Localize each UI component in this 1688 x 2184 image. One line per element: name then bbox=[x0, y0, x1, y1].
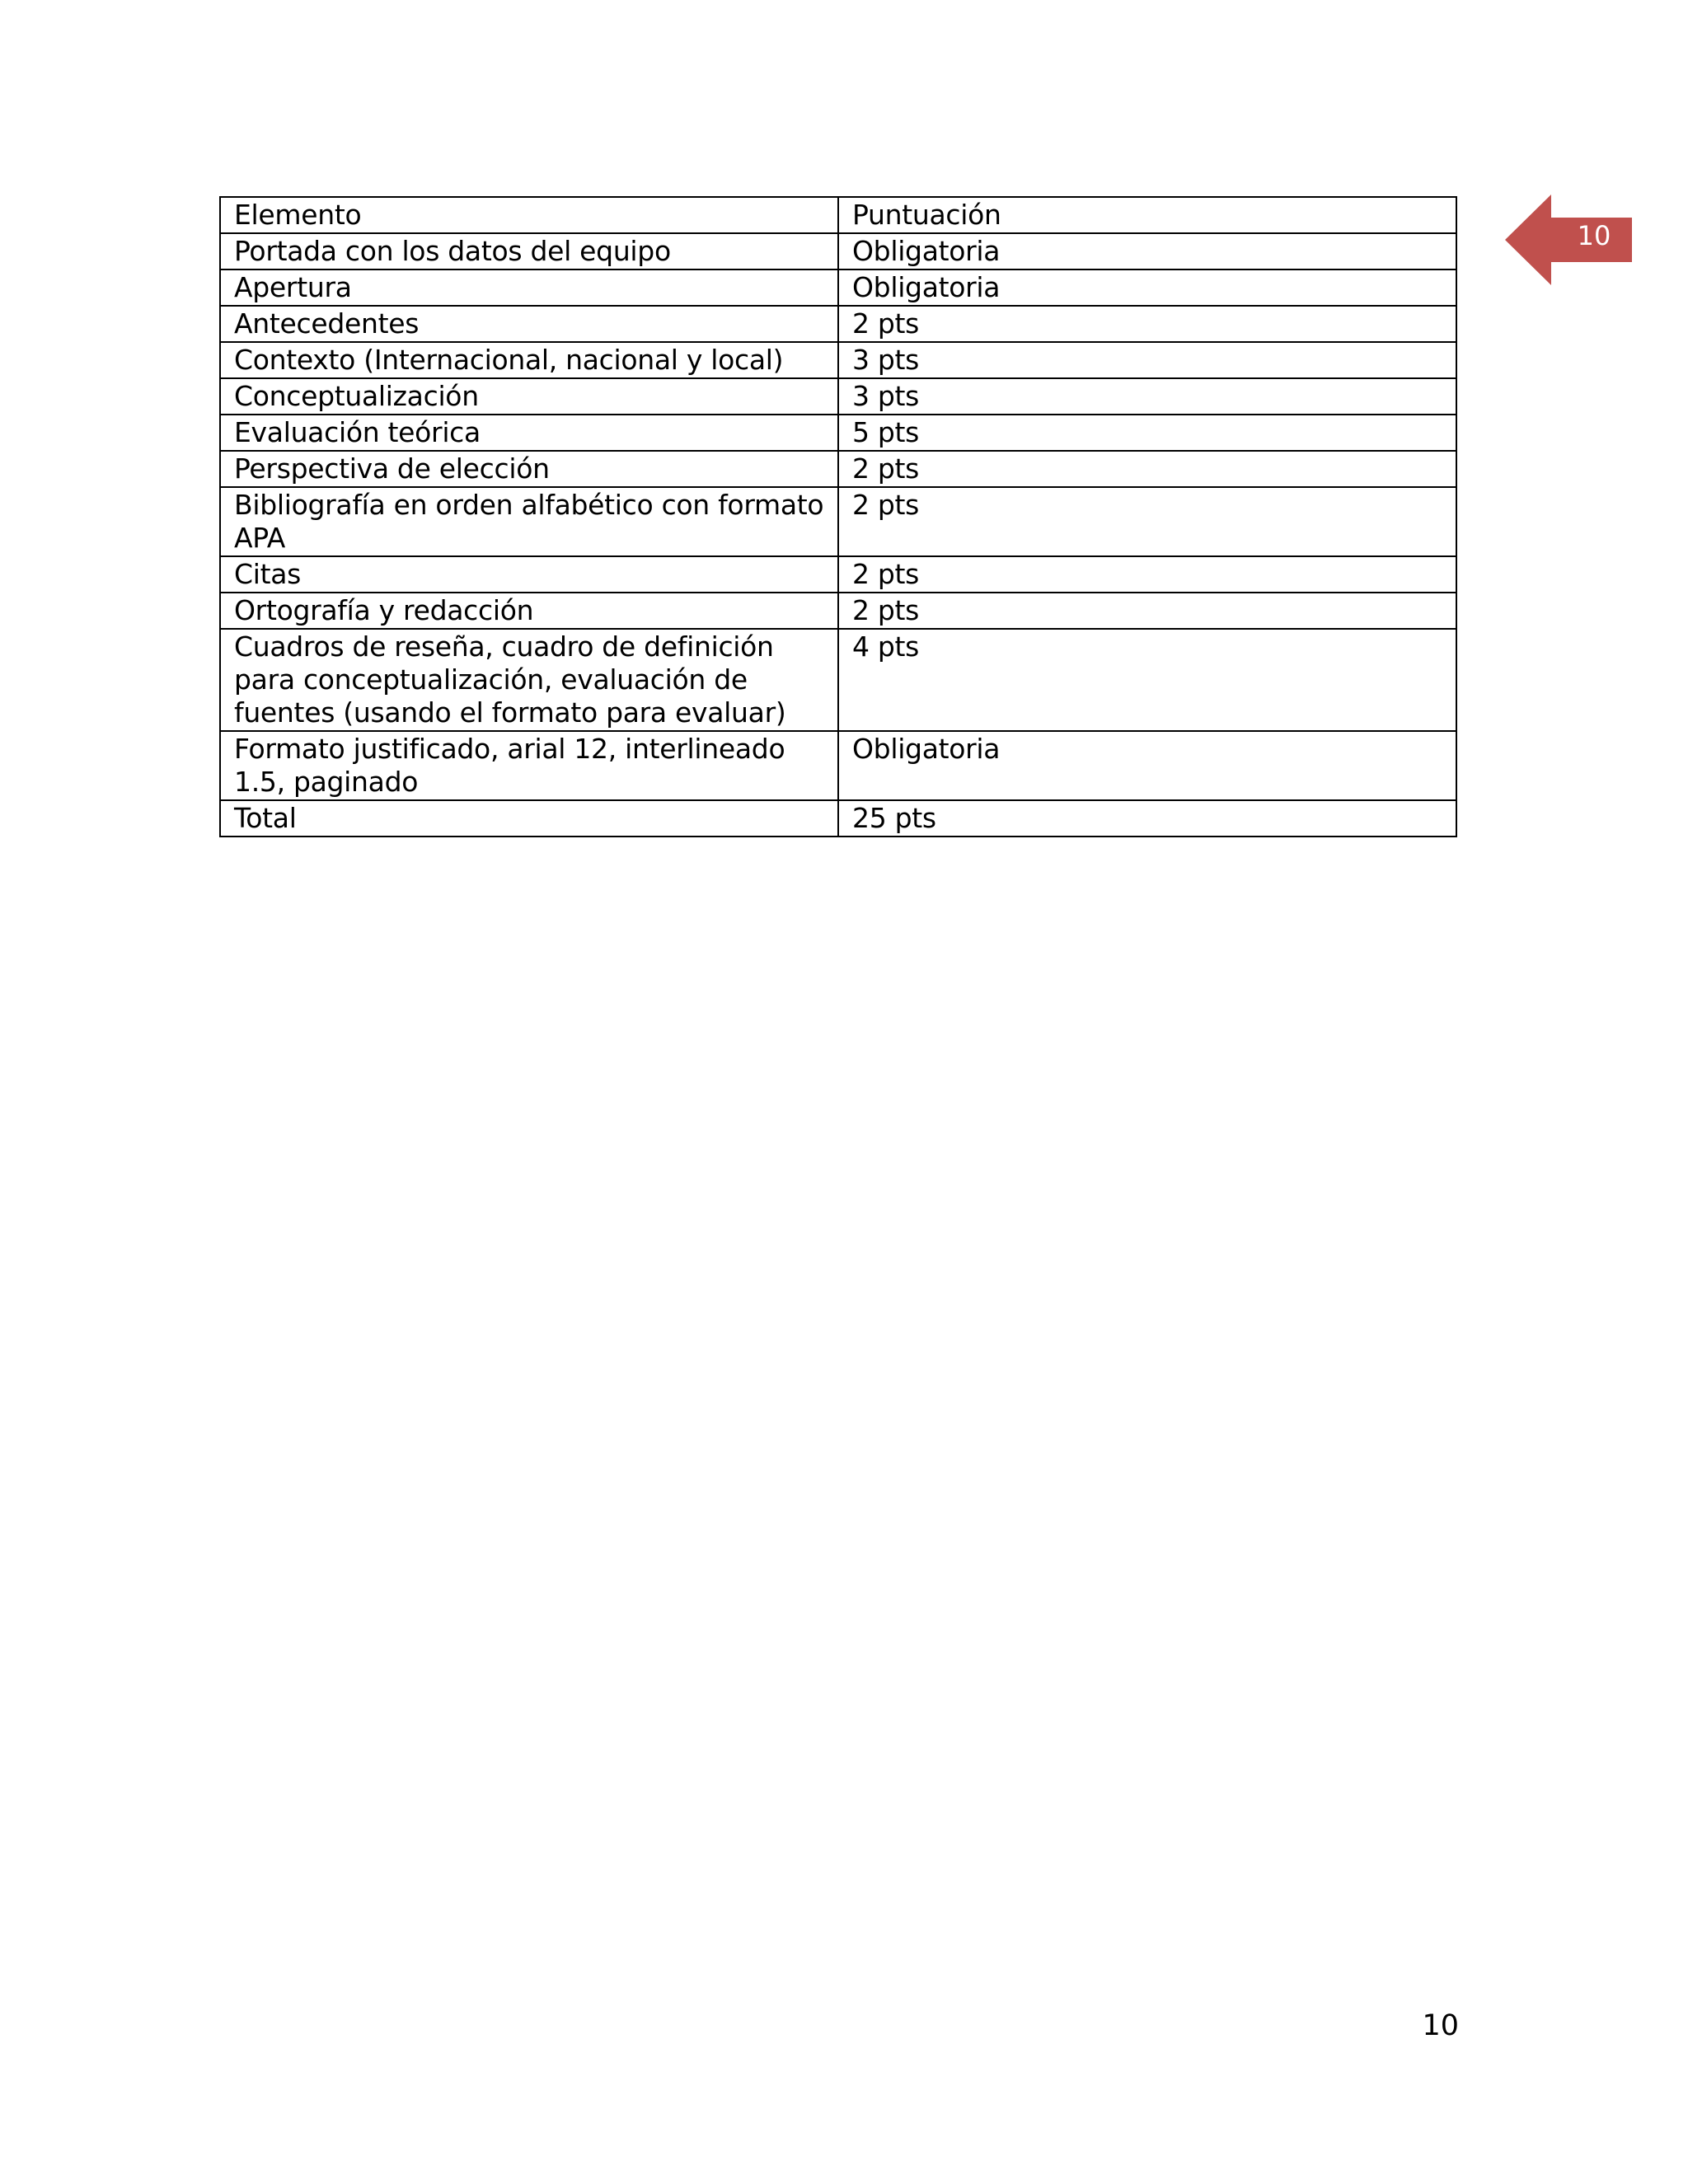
page-marker bbox=[1505, 194, 1632, 285]
table-row bbox=[220, 269, 1456, 306]
table-row bbox=[220, 629, 1456, 731]
rubric-table bbox=[219, 196, 1457, 837]
score-cell: Obligatoria bbox=[838, 233, 1456, 269]
score-cell: 2 pts bbox=[838, 593, 1456, 629]
element-cell: Total bbox=[220, 800, 838, 837]
element-cell: Perspectiva de elección bbox=[220, 451, 838, 487]
table-row bbox=[220, 415, 1456, 451]
element-cell: Cuadros de reseña, cuadro de definición para conceptualización, evaluación de fuentes (usando el formato para evaluar) bbox=[220, 629, 838, 731]
element-cell: Conceptualización bbox=[220, 378, 838, 415]
score-cell: 3 pts bbox=[838, 378, 1456, 415]
table-row bbox=[220, 556, 1456, 593]
header-element-cell: Elemento bbox=[220, 197, 838, 233]
element-cell: Evaluación teórica bbox=[220, 415, 838, 451]
table-row bbox=[220, 731, 1456, 800]
score-cell: 4 pts bbox=[838, 629, 1456, 731]
element-cell: Antecedentes bbox=[220, 306, 838, 342]
element-cell: Contexto (Internacional, nacional y local) bbox=[220, 342, 838, 378]
element-cell: Apertura bbox=[220, 269, 838, 306]
element-cell: Ortografía y redacción bbox=[220, 593, 838, 629]
score-cell: 2 pts bbox=[838, 306, 1456, 342]
score-cell: Obligatoria bbox=[838, 731, 1456, 800]
element-cell: Portada con los datos del equipo bbox=[220, 233, 838, 269]
score-cell: 25 pts bbox=[838, 800, 1456, 837]
element-cell: Bibliografía en orden alfabético con formato APA bbox=[220, 487, 838, 556]
score-cell: 3 pts bbox=[838, 342, 1456, 378]
table-row bbox=[220, 342, 1456, 378]
score-cell: 2 pts bbox=[838, 487, 1456, 556]
score-cell: 2 pts bbox=[838, 556, 1456, 593]
table-total-row bbox=[220, 800, 1456, 837]
table-header-row bbox=[220, 197, 1456, 233]
element-cell: Citas bbox=[220, 556, 838, 593]
score-cell: Obligatoria bbox=[838, 269, 1456, 306]
table-row bbox=[220, 487, 1456, 556]
element-cell: Formato justificado, arial 12, interlineado 1.5, paginado bbox=[220, 731, 838, 800]
table-row bbox=[220, 593, 1456, 629]
rubric-table-body bbox=[220, 197, 1456, 837]
header-score-cell: Puntuación bbox=[838, 197, 1456, 233]
table-row bbox=[220, 233, 1456, 269]
table-row bbox=[220, 306, 1456, 342]
table-row bbox=[220, 378, 1456, 415]
marker-label: 10 bbox=[1577, 220, 1611, 251]
page-number: 10 bbox=[1422, 2009, 1459, 2042]
score-cell: 2 pts bbox=[838, 451, 1456, 487]
table-row bbox=[220, 451, 1456, 487]
score-cell: 5 pts bbox=[838, 415, 1456, 451]
